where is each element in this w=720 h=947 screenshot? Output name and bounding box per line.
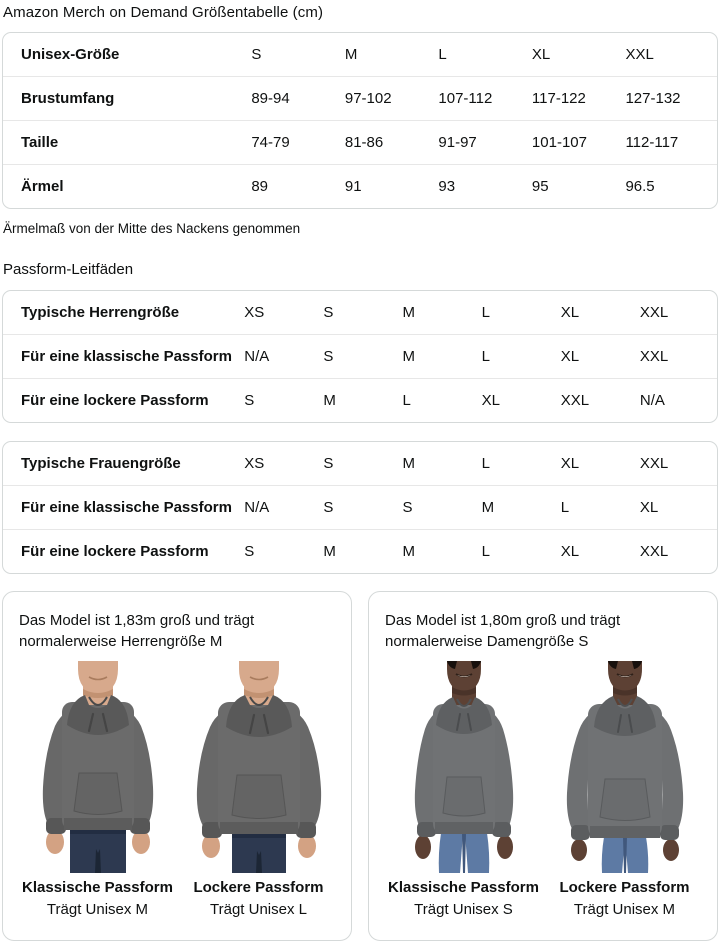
fit-label: Lockere Passform: [559, 879, 690, 896]
cell-value: XXL: [639, 304, 669, 321]
fit-guides-heading: Passform-Leitfäden: [3, 261, 134, 278]
row-label: Ärmel: [21, 178, 64, 195]
cell-value: 96.5: [625, 178, 655, 195]
row-label: Für eine klassische Passform: [21, 499, 232, 516]
model-photo-classic-female: [388, 661, 540, 873]
cell-value: XL: [481, 392, 500, 409]
row-label: Taille: [21, 134, 59, 151]
cell-value: M: [402, 455, 415, 472]
cell-value: XL: [560, 455, 580, 472]
column-header: M: [344, 46, 358, 63]
cell-value: XL: [560, 543, 580, 560]
cell-value: S: [244, 392, 255, 409]
cell-value: L: [481, 543, 490, 560]
cell-value: S: [323, 348, 334, 365]
table-row: [3, 442, 717, 486]
row-label: Für eine lockere Passform: [21, 392, 209, 409]
fit-size-label: Trägt Unisex L: [210, 901, 307, 918]
table-row: [3, 165, 717, 209]
cell-value: N/A: [244, 348, 270, 365]
fit-label: Lockere Passform: [193, 879, 324, 896]
column-header: S: [251, 46, 262, 63]
table-row: [3, 530, 717, 574]
model-description: Das Model ist 1,80m groß und trägt normalerweise Damengröße S: [385, 612, 621, 650]
fit-label: Klassische Passform: [22, 879, 173, 896]
column-header: XXL: [625, 46, 654, 63]
table-row: [3, 335, 717, 379]
column-header-label: Unisex-Größe: [21, 46, 120, 63]
cell-value: XS: [244, 455, 265, 472]
column-header: L: [438, 46, 447, 63]
cell-value: S: [402, 499, 413, 516]
cell-value: N/A: [639, 392, 665, 409]
cell-value: S: [323, 455, 334, 472]
unisex-size-table: [2, 32, 718, 209]
cell-value: L: [560, 499, 570, 516]
model-cards-row: [2, 591, 718, 941]
model-figure-loose: [544, 661, 705, 920]
model-figures: [17, 661, 339, 920]
model-card-women: [368, 591, 718, 941]
fit-size-label: Trägt Unisex S: [414, 901, 513, 918]
table-row: [3, 486, 717, 530]
fit-size-label: Trägt Unisex M: [46, 901, 149, 918]
cell-value: M: [402, 304, 415, 321]
model-description: Das Model ist 1,83m groß und trägt normalerweise Herrengröße M: [19, 612, 255, 650]
cell-value: L: [481, 455, 490, 472]
model-figures: [383, 661, 705, 920]
row-label: Brustumfang: [21, 90, 115, 107]
cell-value: 74-79: [251, 134, 290, 151]
cell-value: XS: [244, 304, 265, 321]
model-photo-classic-male: [22, 661, 174, 873]
model-figure-classic: [17, 661, 178, 920]
model-figure-classic: [383, 661, 544, 920]
mens-fit-table: [2, 290, 718, 423]
cell-value: S: [323, 499, 334, 516]
fit-size-label: Trägt Unisex M: [573, 901, 676, 918]
womens-fit-table: [2, 441, 718, 574]
fit-label: Klassische Passform: [388, 879, 539, 896]
cell-value: XXL: [639, 455, 669, 472]
cell-value: S: [244, 543, 255, 560]
cell-value: 89-94: [251, 90, 290, 107]
cell-value: M: [323, 543, 336, 560]
model-photo-loose-male: [183, 661, 335, 873]
cell-value: M: [323, 392, 336, 409]
model-card-men: [2, 591, 352, 941]
cell-value: XL: [639, 499, 659, 516]
cell-value: 112-117: [625, 134, 679, 151]
model-photo-loose-female: [549, 661, 701, 873]
cell-value: M: [402, 543, 415, 560]
cell-value: 89: [251, 178, 269, 195]
row-label: Für eine klassische Passform: [21, 348, 232, 365]
row-label: Typische Herrengröße: [21, 304, 180, 321]
table-header-row: [3, 33, 717, 77]
row-label: Für eine lockere Passform: [21, 543, 209, 560]
cell-value: XL: [560, 304, 580, 321]
table-row: [3, 379, 717, 423]
model-figure-loose: [178, 661, 339, 920]
cell-value: XXL: [639, 543, 669, 560]
cell-value: L: [481, 304, 490, 321]
cell-value: N/A: [244, 499, 270, 516]
table-row: [3, 121, 717, 165]
cell-value: 97-102: [344, 90, 392, 107]
row-label: Typische Frauengröße: [21, 455, 181, 472]
page-title: Amazon Merch on Demand Größentabelle (cm): [3, 4, 324, 21]
column-header: XL: [531, 46, 551, 63]
cell-value: 93: [438, 178, 456, 195]
cell-value: 91: [344, 178, 362, 195]
table-row: [3, 77, 717, 121]
cell-value: M: [402, 348, 415, 365]
cell-value: L: [402, 392, 411, 409]
cell-value: L: [481, 348, 490, 365]
cell-value: 91-97: [438, 134, 477, 151]
cell-value: XXL: [639, 348, 669, 365]
cell-value: M: [481, 499, 495, 516]
cell-value: 107-112: [438, 90, 493, 107]
cell-value: 127-132: [625, 90, 681, 107]
cell-value: XXL: [560, 392, 590, 409]
cell-value: 101-107: [531, 134, 587, 151]
cell-value: 95: [531, 178, 549, 195]
cell-value: S: [323, 304, 334, 321]
table-row: [3, 291, 717, 335]
cell-value: XL: [560, 348, 580, 365]
sleeve-measure-note: Ärmelmaß von der Mitte des Nackens genommen: [3, 221, 301, 236]
cell-value: 117-122: [531, 90, 586, 107]
cell-value: 81-86: [344, 134, 384, 151]
